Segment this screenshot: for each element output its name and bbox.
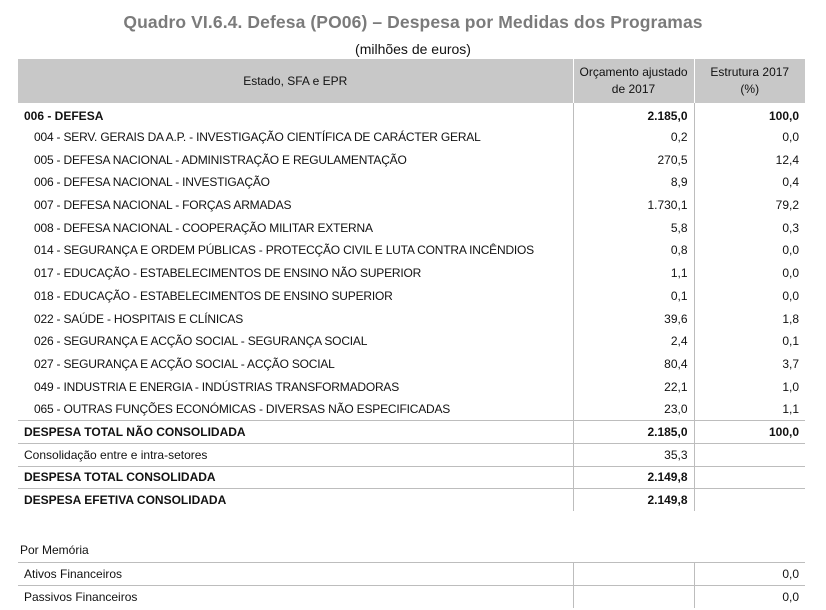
- measure-row: [18, 330, 805, 353]
- row-value: 8,9: [573, 171, 694, 194]
- row-label: 006 - DEFESA: [24, 109, 104, 124]
- effective-consolidated-row: [18, 489, 805, 512]
- row-pct: 79,2: [694, 194, 805, 217]
- row-label: 017 - EDUCAÇÃO - ESTABELECIMENTOS DE ENSINO NÃO SUPERIOR: [34, 266, 422, 281]
- row-label: 004 - SERV. GERAIS DA A.P. - INVESTIGAÇÃO CIENTÍFICA DE CARÁCTER GERAL: [34, 130, 481, 145]
- row-pct: 1,8: [694, 307, 805, 330]
- row-pct: 1,1: [694, 398, 805, 421]
- row-label: 065 - OUTRAS FUNÇÕES ECONÓMICAS - DIVERSAS NÃO ESPECIFICADAS: [34, 402, 451, 417]
- measure-row: [18, 216, 805, 239]
- row-label: 049 - INDUSTRIA E ENERGIA - INDÚSTRIAS TRANSFORMADORAS: [34, 379, 400, 394]
- header-row: [18, 59, 805, 103]
- row-label: 005 - DEFESA NACIONAL - ADMINISTRAÇÃO E REGULAMENTAÇÃO: [34, 152, 407, 167]
- row-value: 2.149,8: [573, 466, 694, 489]
- row-label: 026 - SEGURANÇA E ACÇÃO SOCIAL - SEGURANÇA SOCIAL: [34, 334, 368, 349]
- row-value: [573, 563, 694, 586]
- row-pct: 0,1: [694, 330, 805, 353]
- row-pct: 100,0: [694, 421, 805, 444]
- header-structure: [694, 59, 805, 103]
- row-value: 0,1: [573, 285, 694, 308]
- row-pct: 0,4: [694, 171, 805, 194]
- row-value: 39,6: [573, 307, 694, 330]
- header-budget: [573, 59, 694, 103]
- row-value: 23,0: [573, 398, 694, 421]
- memo-table: [18, 562, 805, 608]
- row-label: 007 - DEFESA NACIONAL - FORÇAS ARMADAS: [34, 198, 292, 213]
- header-structure-line1: Estrutura 2017: [710, 65, 790, 79]
- row-label: 018 - EDUCAÇÃO - ESTABELECIMENTOS DE ENSINO SUPERIOR: [34, 288, 393, 303]
- row-value: 1.730,1: [573, 194, 694, 217]
- row-label: 027 - SEGURANÇA E ACÇÃO SOCIAL - ACÇÃO SOCIAL: [34, 356, 335, 371]
- measure-row: [18, 398, 805, 421]
- measure-row: [18, 375, 805, 398]
- row-label: Consolidação entre e intra-setores: [18, 443, 573, 466]
- measure-row: [18, 262, 805, 285]
- header-structure-line2: (%): [740, 82, 760, 96]
- memo-row: [18, 563, 805, 586]
- total-row: [18, 421, 805, 444]
- row-value: 2.185,0: [573, 421, 694, 444]
- memo-label: Por Memória: [20, 543, 89, 557]
- header-entity: [18, 59, 573, 103]
- row-pct: [694, 443, 805, 466]
- row-label: 008 - DEFESA NACIONAL - COOPERAÇÃO MILITAR EXTERNA: [34, 220, 373, 235]
- row-pct: 0,0: [694, 239, 805, 262]
- row-pct: 0,0: [694, 586, 805, 609]
- row-pct: 0,0: [694, 262, 805, 285]
- row-label: 006 - DEFESA NACIONAL - INVESTIGAÇÃO: [34, 175, 270, 190]
- row-pct: 100,0: [694, 103, 805, 126]
- row-pct: [694, 489, 805, 512]
- row-label: DESPESA TOTAL NÃO CONSOLIDADA: [18, 421, 573, 444]
- measure-row: [18, 126, 805, 149]
- row-value: 35,3: [573, 443, 694, 466]
- row-pct: 12,4: [694, 148, 805, 171]
- row-value: 2.185,0: [573, 103, 694, 126]
- row-value: 0,8: [573, 239, 694, 262]
- header-entity-label: Estado, SFA e EPR: [243, 73, 348, 88]
- header-budget-line2: de 2017: [611, 82, 656, 96]
- row-value: 270,5: [573, 148, 694, 171]
- row-pct: 0,3: [694, 216, 805, 239]
- table-subtitle: (milhões de euros): [355, 41, 471, 57]
- row-pct: 1,0: [694, 375, 805, 398]
- expense-table: [18, 59, 805, 511]
- row-value: 2.149,8: [573, 489, 694, 512]
- row-value: 22,1: [573, 375, 694, 398]
- row-label: 014 - SEGURANÇA E ORDEM PÚBLICAS - PROTECÇÃO CIVIL E LUTA CONTRA INCÊNDIOS: [34, 243, 534, 258]
- row-pct: 3,7: [694, 353, 805, 376]
- program-row: [18, 103, 805, 126]
- row-value: 1,1: [573, 262, 694, 285]
- row-pct: 0,0: [694, 563, 805, 586]
- measure-row: [18, 171, 805, 194]
- measure-row: [18, 307, 805, 330]
- row-label: Ativos Financeiros: [24, 567, 123, 581]
- row-pct: [694, 466, 805, 489]
- row-label: DESPESA EFETIVA CONSOLIDADA: [18, 489, 573, 512]
- row-value: 0,2: [573, 126, 694, 149]
- measure-row: [18, 353, 805, 376]
- table-title: Quadro VI.6.4. Defesa (PO06) – Despesa por Medidas dos Programas: [123, 12, 703, 32]
- row-label: Passivos Financeiros: [18, 586, 573, 609]
- total-consolidated-row: [18, 466, 805, 489]
- row-label: 022 - SAÚDE - HOSPITAIS E CLÍNICAS: [34, 311, 244, 326]
- row-value: 2,4: [573, 330, 694, 353]
- consolidation-row: [18, 443, 805, 466]
- row-value: [573, 586, 694, 609]
- row-value: 80,4: [573, 353, 694, 376]
- header-budget-line1: Orçamento ajustado: [579, 65, 688, 79]
- row-pct: 0,0: [694, 285, 805, 308]
- measure-row: [18, 194, 805, 217]
- measure-row: [18, 148, 805, 171]
- row-pct: 0,0: [694, 126, 805, 149]
- memo-row: [18, 586, 805, 609]
- row-value: 5,8: [573, 216, 694, 239]
- measure-row: [18, 285, 805, 308]
- row-label: DESPESA TOTAL CONSOLIDADA: [18, 466, 573, 489]
- measure-row: [18, 239, 805, 262]
